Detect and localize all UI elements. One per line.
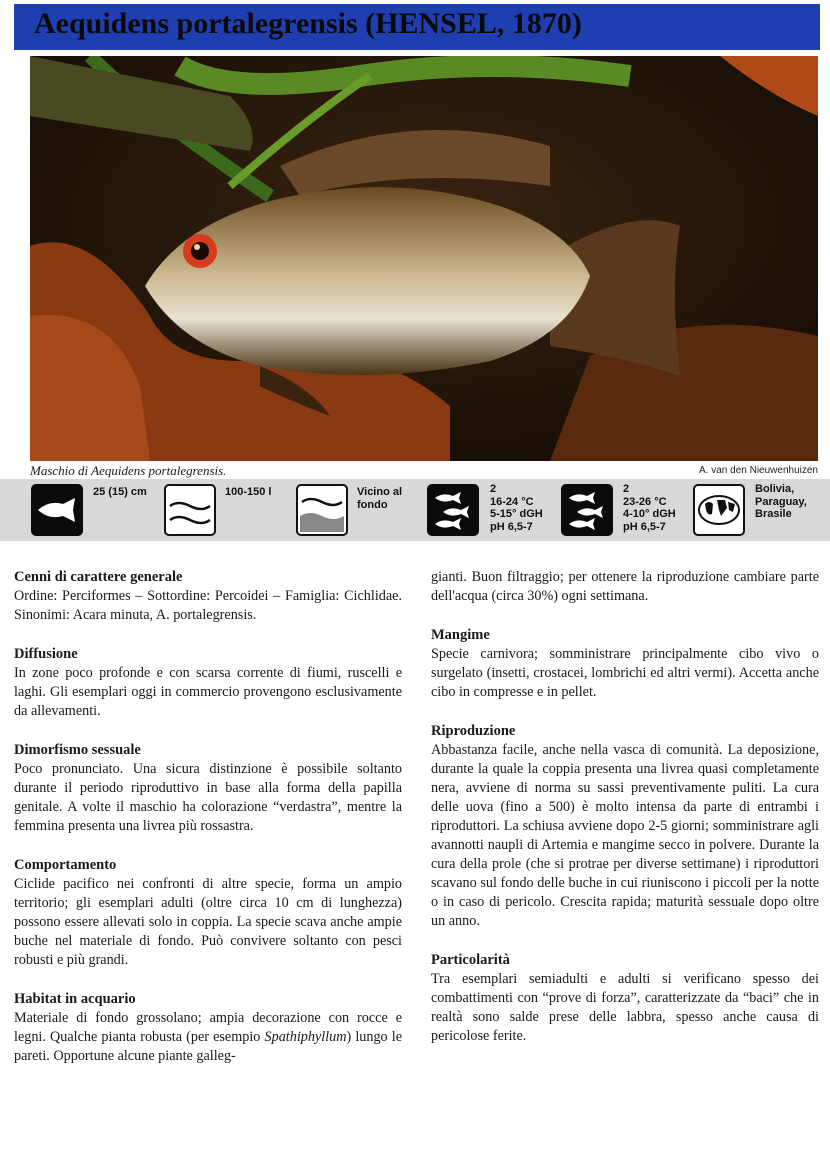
section-title: Cenni di carattere generale: [14, 569, 183, 585]
section-text: Tra esemplari semiadulti e adulti si verificano spesso dei combattimenti con “prove di forza”, caratterizzate da “baci” che in realtà sono salde prese delle labbra, spesso anche causa di pericolose ferite.: [431, 971, 819, 1044]
aquarium-volume-icon: [164, 484, 216, 536]
section-title: Particolarità: [431, 952, 510, 968]
habitat-text-part: ) lungo le pareti. Opportune alcune piante galleg-: [14, 1029, 403, 1064]
volume-text: 100-150 l: [225, 486, 272, 498]
info-icons-band: [0, 479, 830, 541]
right-column: [431, 568, 819, 1066]
school-icon: [561, 484, 613, 536]
fish-photo: [30, 56, 818, 461]
section-title: Dimorfismo sessuale: [14, 742, 141, 758]
section-text: gianti. Buon filtraggio; per ottenere la riproduzione cambiare parte dell'acqua (circa 30%) ogni settimana.: [431, 569, 819, 604]
left-column: [14, 568, 402, 1086]
section-title: Mangime: [431, 627, 490, 643]
section-text: [14, 1009, 402, 1066]
section-text: Specie carnivora; somministrare principalmente cibo vivo o surgelato (insetti, crostacei, lombrichi ed altri vermi). Accetta anche cibo in compresse e in pellet.: [431, 646, 819, 700]
section-title: Comportamento: [14, 857, 117, 873]
swimming-level-icon: [296, 484, 348, 536]
school-info-1: 2 16-24 °C 5-15° dGH pH 6,5-7: [490, 483, 543, 533]
habitat-text-part: Materiale di fondo grossolano; ampia decorazione con rocce e legni. Qualche pianta robusta (per esempio: [14, 1010, 402, 1045]
photo-caption: Maschio di Aequidens portalegrensis.: [30, 463, 227, 478]
origin-text: Bolivia, Paraguay, Brasile: [755, 483, 807, 520]
title-bar: [14, 4, 820, 50]
section-text: Abbastanza facile, anche nella vasca di comunità. La deposizione, durante la quale la coppia presenta una livrea quasi completamente nera, avviene di norma su sassi preventivamente puliti. La cura delle uova (fino a 500) è molto intensa da parte di entrambi i riproduttori. La schiusa avviene dopo 2-5 giorni; somministrare agli avannotti naupli di Artemia e mangime secco in polvere. Durante la cura della prole (che si protrae per diverse settimane) i riproduttori scavano sul fondo delle buche in cui riuniscono i piccoli per la notte o in caso di pericolo. Crescita rapida; maturità sessuale dopo oltre un anno.: [431, 742, 819, 929]
section-text: In zone poco profonde e con scarsa corrente di fiumi, ruscelli e laghi. Gli esemplari oggi in commercio provengono esclusivamente da allevamenti.: [14, 665, 402, 719]
page-title: Aequidens portalegrensis (HENSEL, 1870): [34, 7, 582, 40]
fish-size-icon: [31, 484, 83, 536]
section-text: Ordine: Perciformes – Sottordine: Percoidei – Famiglia: Cichlidae. Sinonimi: Acara minuta, A. portalegrensis.: [14, 588, 402, 623]
school-icon: [427, 484, 479, 536]
school-info-2: 2 23-26 °C 4-10° dGH pH 6,5-7: [623, 483, 676, 533]
size-text: 25 (15) cm: [93, 486, 147, 498]
level-text: Vicino al fondo: [357, 486, 403, 511]
section-text: Ciclide pacifico nei confronti di altre specie, forma un ampio territorio; gli esemplari adulti (oltre circa 10 cm di lunghezza) possono essere allevati solo in coppia. La specie scava anche ampie buche nel materiale di fondo. Può convivere soltanto con pesci robusti e più grandi.: [14, 876, 402, 968]
section-title: Diffusione: [14, 646, 78, 662]
section-title: Habitat in acquario: [14, 991, 136, 1007]
photo-credit: A. van den Nieuwenhuizen: [699, 465, 818, 476]
section-text: Poco pronunciato. Una sicura distinzione è possibile soltanto durante il periodo riproduttivo in base alla forma della papilla genitale. A volte il maschio ha colorazione “verdastra”, mentre la femmina presenta una livrea più rossastra.: [14, 761, 402, 834]
plant-name: Spathiphyllum: [264, 1029, 347, 1045]
world-map-icon: [693, 484, 745, 536]
section-title: Riproduzione: [431, 723, 516, 739]
